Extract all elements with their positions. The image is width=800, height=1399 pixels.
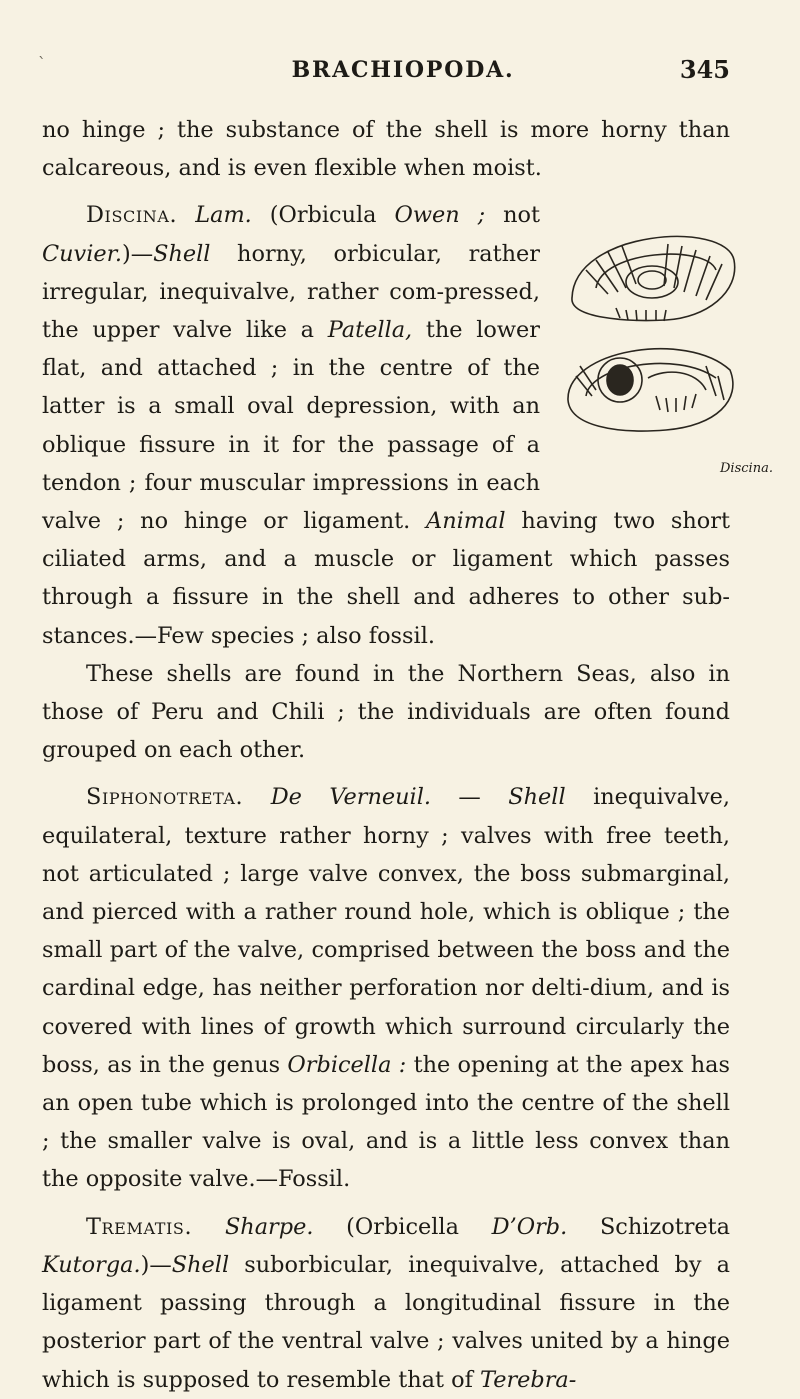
- paragraph-continued: no hinge ; the substance of the shell is more horny than calcareous, and is even flexible when moist.: [42, 117, 730, 182]
- trematis-text-1: suborbicular, inequivalve, attached by a ligament passing through a longitudinal fissure in the posterior part of the ventral valve ; valves united by a hinge which is supposed to resemble that of: [42, 1251, 730, 1393]
- author-de-verneuil: De Verneuil.: [270, 784, 431, 811]
- term-terebra: Terebra-: [480, 1366, 577, 1393]
- figure-caption: Discina.: [720, 461, 773, 477]
- discina-figure: [556, 200, 773, 490]
- discina-illustration: [556, 200, 742, 460]
- synonym-close: )—: [140, 1251, 172, 1278]
- discina-text-3: having two short ciliated arms, and a muscle or ligament which passes through a fissure in the shell and adheres to other sub-stances.—Few species ; also fossil.: [42, 508, 730, 649]
- upper-valve-drawing: [572, 237, 735, 322]
- synonym-schizotreta: Schizotreta: [567, 1213, 731, 1240]
- synonym-author-owen: Owen ;: [394, 202, 486, 229]
- page-header: [0, 57, 800, 97]
- corner-mark: `: [38, 54, 46, 73]
- discina-text-1: horny, orbicular, rather irregular, inequivalve, rather com-pressed, the upper valve like a: [42, 240, 540, 344]
- page-number: 345: [679, 55, 730, 84]
- genus-trematis: Trematis.: [86, 1213, 193, 1240]
- synonym-author-dorb: D’Orb.: [491, 1213, 568, 1240]
- synonym-open: (Orbicula: [251, 202, 395, 229]
- synonym-author-kutorga: Kutorga.: [42, 1251, 141, 1278]
- body-text: [42, 111, 773, 1399]
- paragraph-siphonotreta: [42, 778, 730, 1198]
- siphonotreta-text-2: the opening at the apex has an open tube which is prolonged into the centre of the shell ; the smaller valve is oval, and is a little less convex than the opposite valve.—Fossil.: [42, 1051, 730, 1193]
- paragraph-distribution: These shells are found in the Northern Seas, also in those of Peru and Chili ; the individuals are often found grouped on each other.: [42, 660, 730, 764]
- synonym-author-cuvier: Cuvier.: [42, 240, 122, 267]
- discina-text-2: the lower flat, and attached ; in the centre of the latter is a small oval depression, with an oblique fissure in it for the passage of a tendon ; four muscular impressions in each valve ; no hinge or ligament.: [42, 317, 540, 535]
- author-lam: Lam.: [195, 202, 252, 229]
- genus-siphonotreta: Siphonotreta.: [86, 784, 244, 811]
- genus-discina: Discina.: [86, 202, 178, 229]
- term-patella: Patella,: [327, 317, 413, 344]
- siphonotreta-text-1: inequivalve, equilateral, texture rather horny ; valves with free teeth, not articulated ; large valve convex, the boss submarginal, and pierced with a rather round hole, which is oblique ; the small part of the valve, comprised between the boss and the cardinal edge, has neither perforation nor delti-dium, and is covered with lines of growth which surround circularly the boss, as in the genus: [42, 784, 730, 1078]
- running-head: BRACHIOPODA.: [291, 57, 515, 83]
- lower-valve-drawing: [568, 349, 733, 431]
- term-orbicella: Orbicella :: [287, 1051, 407, 1078]
- paragraph-trematis: [42, 1208, 730, 1399]
- label-shell: Shell: [508, 784, 566, 811]
- paragraph-discina: [42, 196, 773, 654]
- synonym-open: (Orbicella: [313, 1213, 492, 1240]
- synonym-close: )—: [121, 240, 154, 267]
- synonym-not: not: [485, 202, 540, 229]
- dash: —: [430, 784, 509, 811]
- label-shell: Shell: [153, 240, 211, 267]
- label-shell: Shell: [171, 1251, 230, 1278]
- author-sharpe: Sharpe.: [224, 1213, 314, 1240]
- label-animal: Animal: [426, 508, 506, 535]
